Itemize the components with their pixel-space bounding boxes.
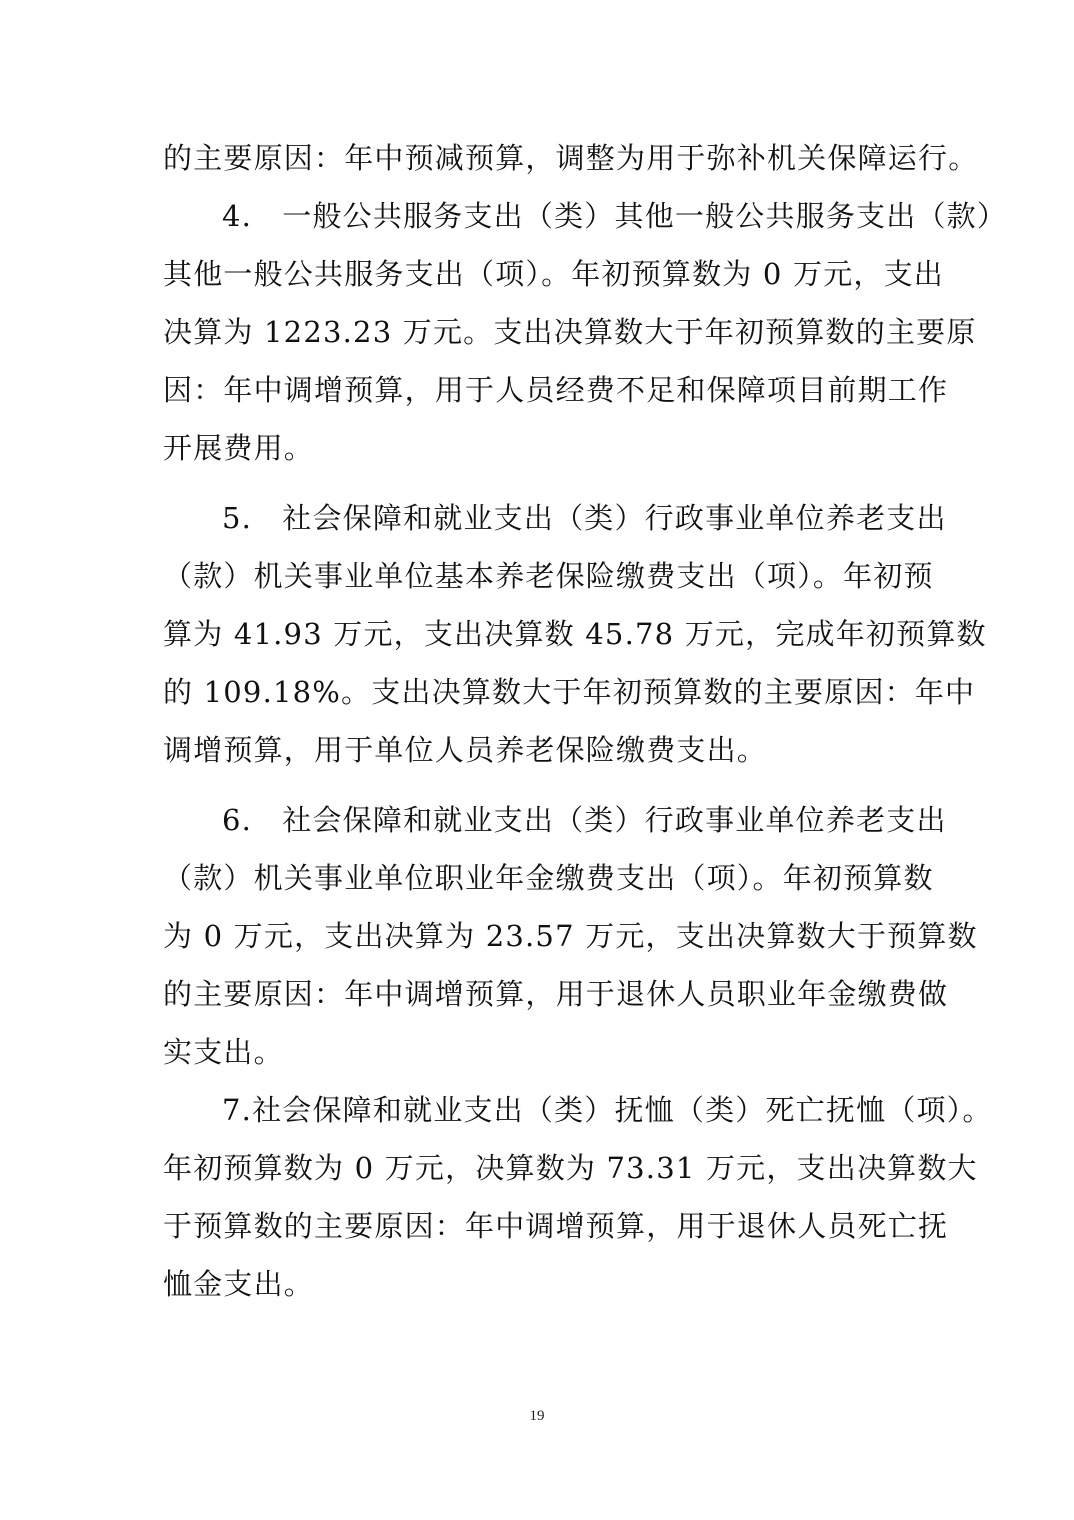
paragraph-7-line-1: 7.社会保障和就业支出（类）抚恤（类）死亡抚恤（项）。 [222,1093,993,1127]
paragraph-3-tail-line: 的主要原因：年中预减预算，调整为用于弥补机关保障运行。 [163,141,979,175]
paragraph-7-line-4: 恤金支出。 [163,1267,315,1301]
paragraph-4-line-4: 因：年中调增预算，用于人员经费不足和保障项目前期工作 [163,373,949,407]
paragraph-5-line-5: 调增预算，用于单位人员养老保险缴费支出。 [163,733,768,767]
paragraph-6-line-3: 为 0 万元，支出决算为 23.57 万元，支出决算数大于预算数 [163,919,978,953]
paragraph-5-line-2: （款）机关事业单位基本养老保险缴费支出（项）。年初预 [163,559,934,593]
paragraph-4-line-1: 4. 一般公共服务支出（类）其他一般公共服务支出（款） [222,199,1008,233]
paragraph-4-line-5: 开展费用。 [163,431,315,465]
paragraph-4-line-3: 决算为 1223.23 万元。支出决算数大于年初预算数的主要原 [163,315,977,349]
paragraph-4-line-2: 其他一般公共服务支出（项）。年初预算数为 0 万元，支出 [163,257,944,291]
paragraph-6-line-5: 实支出。 [163,1035,284,1069]
paragraph-7-line-3: 于预算数的主要原因：年中调增预算，用于退休人员死亡抚 [163,1209,949,1243]
paragraph-5-line-4: 的 109.18%。支出决算数大于年初预算数的主要原因：年中 [163,675,976,709]
paragraph-6-line-1: 6. 社会保障和就业支出（类）行政事业单位养老支出 [222,803,947,837]
paragraph-6-line-4: 的主要原因：年中调增预算，用于退休人员职业年金缴费做 [163,977,949,1011]
page-number: 19 [529,1408,545,1424]
paragraph-7-line-2: 年初预算数为 0 万元，决算数为 73.31 万元，支出决算数大 [163,1151,978,1185]
paragraph-6-line-2: （款）机关事业单位职业年金缴费支出（项）。年初预算数 [163,861,934,895]
paragraph-5-line-1: 5. 社会保障和就业支出（类）行政事业单位养老支出 [222,501,947,535]
paragraph-5-line-3: 算为 41.93 万元，支出决算数 45.78 万元，完成年初预算数 [163,617,987,651]
